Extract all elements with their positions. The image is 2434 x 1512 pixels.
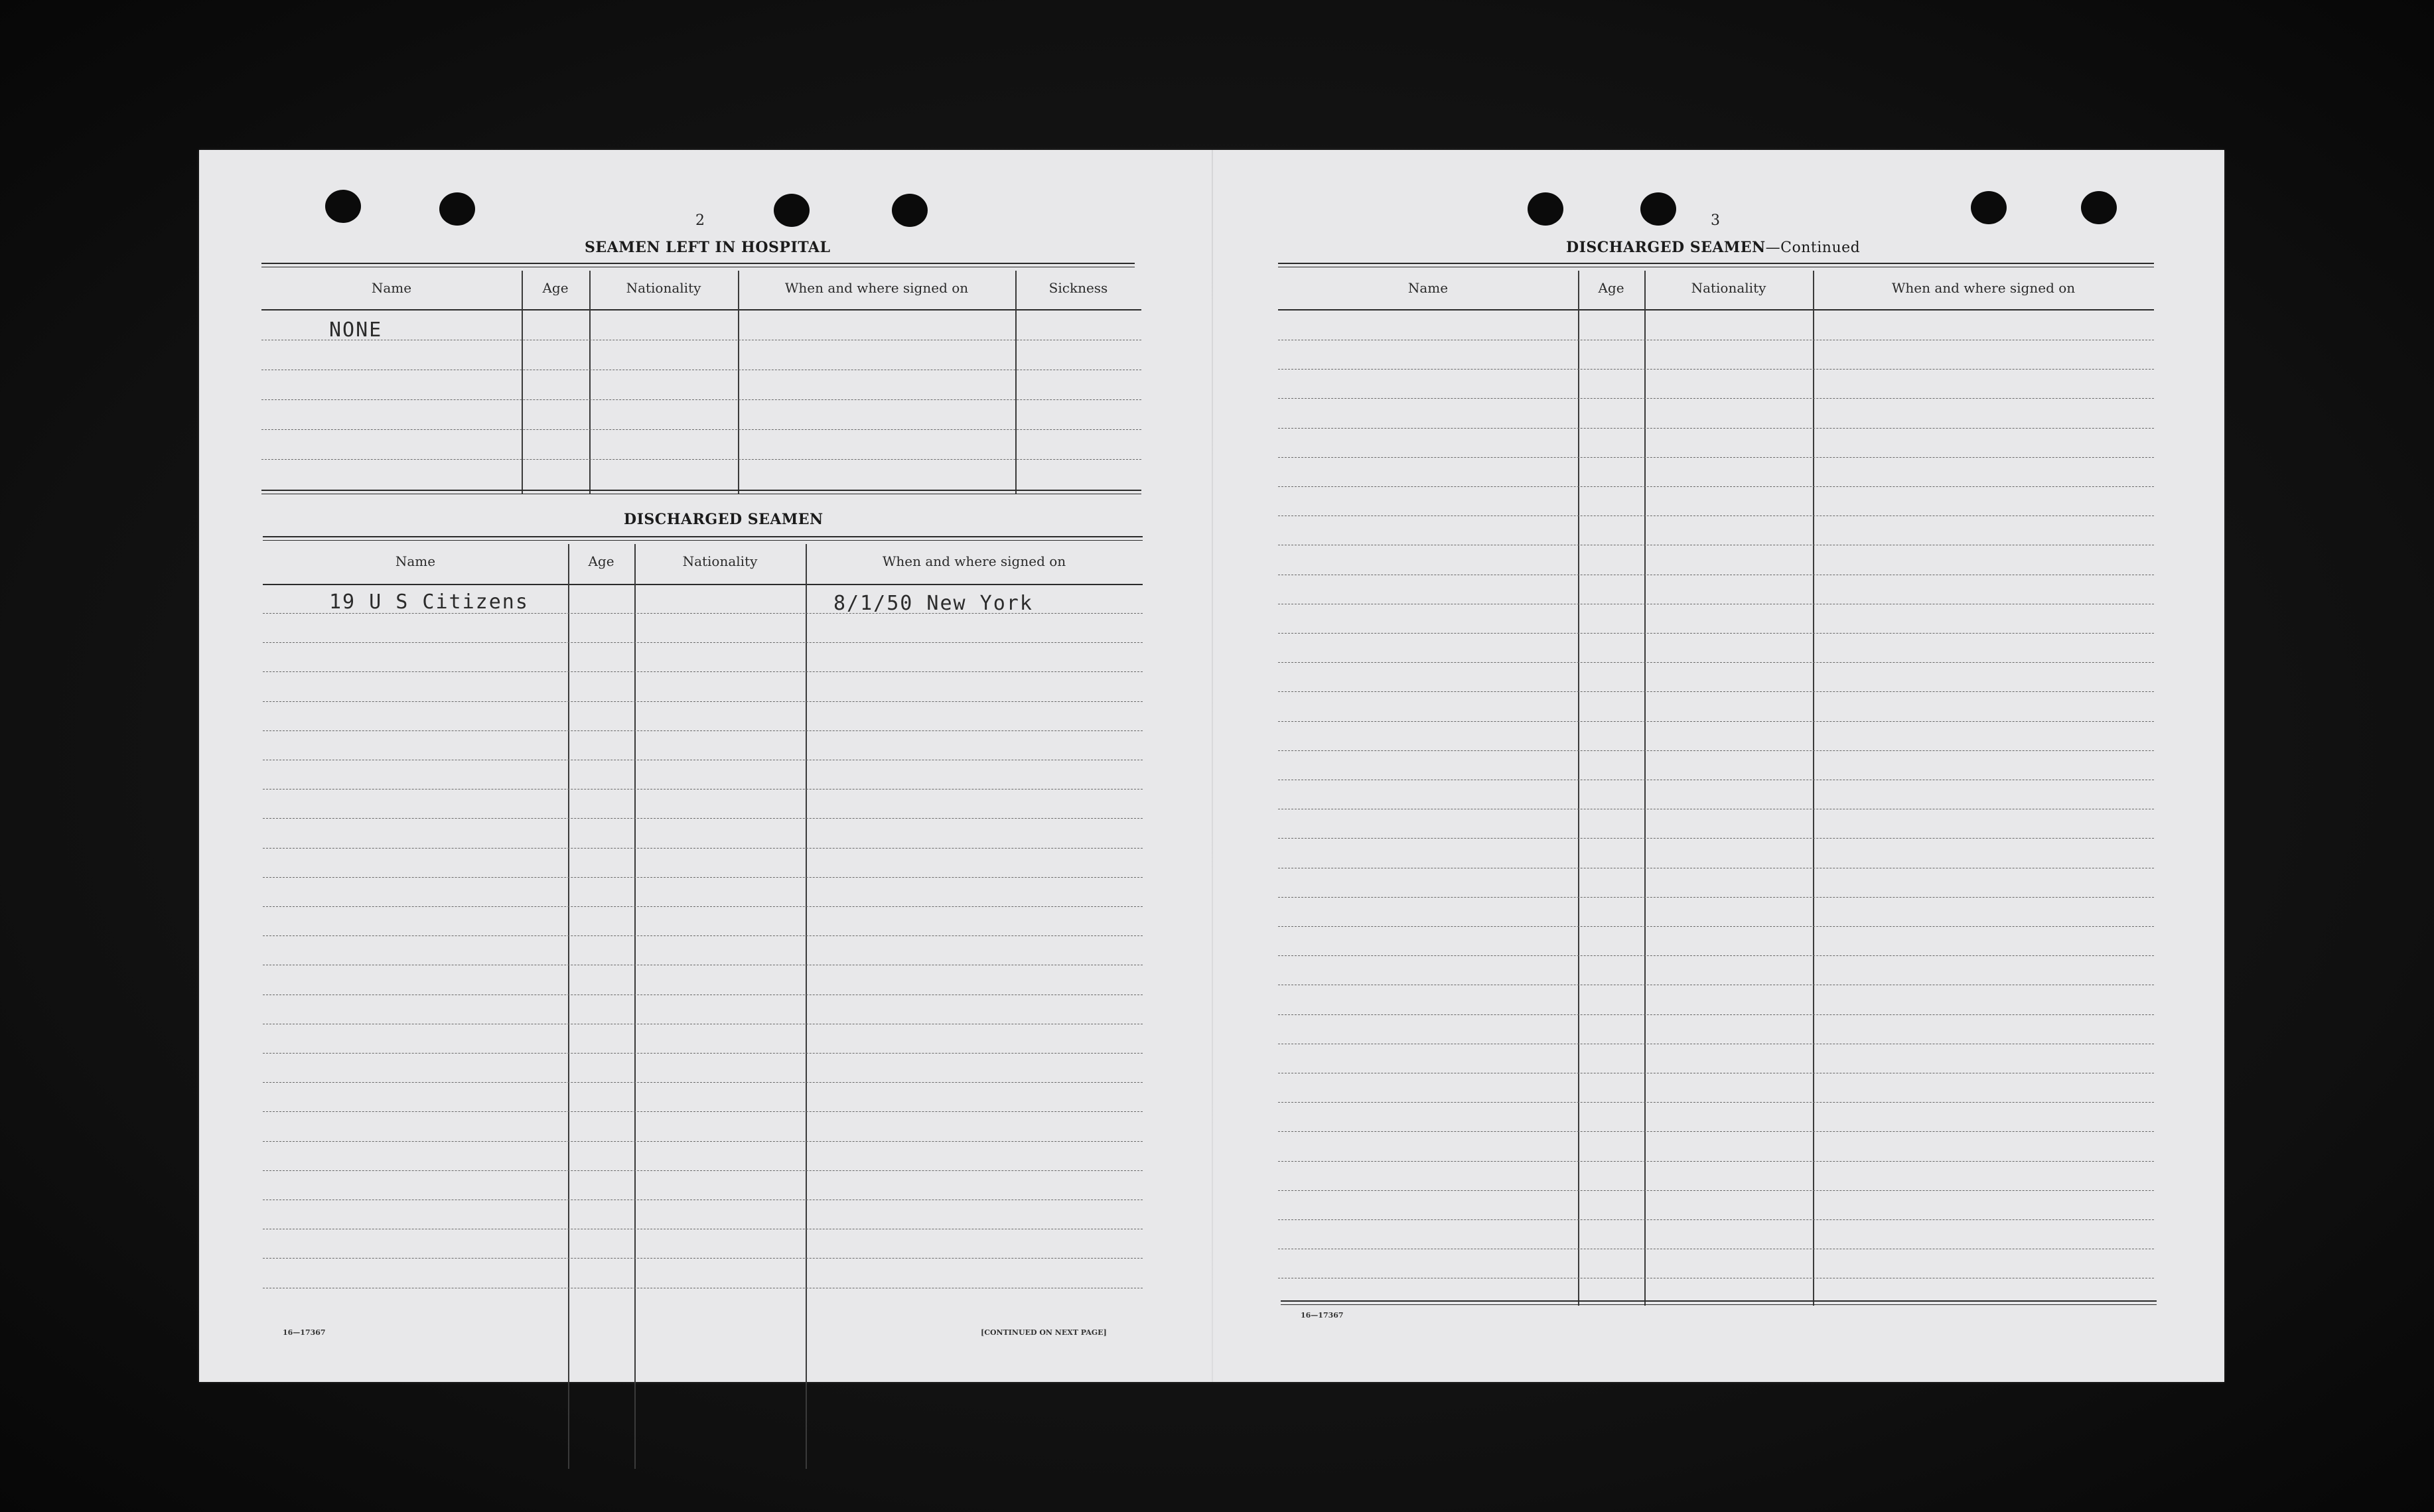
ruled-line	[263, 1053, 1143, 1054]
right-title-suffix: —Continued	[1765, 240, 1861, 256]
ruled-line	[1278, 691, 2154, 692]
form-number-left: 16—17367	[283, 1328, 326, 1337]
ruled-line	[1278, 486, 2154, 487]
punch-hole	[325, 190, 361, 223]
ruled-line	[263, 935, 1143, 936]
ruled-line	[261, 459, 1141, 460]
discharged-col-nationality: Nationality	[682, 553, 758, 569]
ruled-line	[1278, 1102, 2154, 1103]
ruled-line	[263, 818, 1143, 819]
hospital-col-divider	[589, 271, 591, 494]
hospital-col-name: Name	[371, 280, 412, 296]
ruled-line	[263, 789, 1143, 790]
hospital-col-divider	[1015, 271, 1017, 494]
ruled-line	[263, 1258, 1143, 1259]
document-sheet	[199, 150, 2224, 1382]
ruled-line	[1278, 955, 2154, 956]
page-number-left: 2	[695, 212, 705, 229]
ruled-line	[1278, 369, 2154, 370]
discharged-col-divider	[568, 544, 569, 1469]
ruled-line	[263, 906, 1143, 907]
ruled-line	[263, 848, 1143, 849]
hospital-col-signed-on: When and where signed on	[784, 280, 969, 296]
right-col-signed-on: When and where signed on	[1891, 280, 2076, 296]
right-top-rule	[1278, 263, 2154, 267]
right-header-rule	[1278, 309, 2154, 310]
hospital-col-divider	[522, 271, 523, 494]
page-number-right: 3	[1711, 212, 1720, 229]
ruled-line	[1278, 897, 2154, 898]
ruled-line	[263, 1111, 1143, 1112]
right-col-nationality: Nationality	[1691, 280, 1766, 296]
discharged-header-rule	[263, 584, 1143, 585]
hospital-col-sickness: Sickness	[1048, 280, 1108, 296]
ruled-line	[1278, 721, 2154, 722]
discharged-col-signed-on: When and where signed on	[882, 553, 1066, 569]
right-section-title	[1566, 239, 1860, 256]
ruled-line	[263, 877, 1143, 878]
ruled-line	[1278, 1190, 2154, 1191]
ruled-line	[1278, 1219, 2154, 1220]
punch-hole	[1528, 192, 1563, 226]
ruled-line	[1278, 398, 2154, 399]
hospital-col-age: Age	[542, 280, 569, 296]
hospital-bottom-rule	[261, 490, 1141, 494]
right-col-divider	[1578, 271, 1579, 1306]
ruled-line	[263, 730, 1143, 731]
hospital-header-rule	[261, 309, 1141, 310]
ruled-line	[263, 671, 1143, 672]
right-col-divider	[1644, 271, 1646, 1306]
ruled-line	[1278, 1131, 2154, 1132]
hospital-col-divider	[738, 271, 739, 494]
ruled-line	[263, 1141, 1143, 1142]
continued-note: [CONTINUED ON NEXT PAGE]	[981, 1328, 1107, 1337]
ruled-line	[1278, 838, 2154, 839]
discharged-top-rule	[263, 536, 1143, 541]
punch-hole	[1971, 191, 2007, 224]
hospital-section-title: SEAMEN LEFT IN HOSPITAL	[585, 239, 831, 256]
right-bottom-rule	[1281, 1300, 2157, 1305]
hospital-top-rule	[261, 263, 1135, 267]
hospital-col-nationality: Nationality	[626, 280, 701, 296]
ruled-line	[1278, 662, 2154, 663]
ruled-line	[261, 399, 1141, 400]
ruled-line	[263, 701, 1143, 702]
ruled-line	[1278, 457, 2154, 458]
hospital-entry-name: NONE	[329, 318, 383, 342]
ruled-line	[1278, 515, 2154, 516]
punch-hole	[2081, 191, 2117, 224]
discharged-col-name: Name	[395, 553, 436, 569]
right-title-main: DISCHARGED SEAMEN	[1566, 239, 1766, 256]
ruled-line	[263, 1082, 1143, 1083]
ruled-line	[1278, 926, 2154, 927]
ruled-line	[261, 429, 1141, 430]
right-col-name: Name	[1407, 280, 1449, 296]
right-col-age: Age	[1598, 280, 1624, 296]
discharged-col-age: Age	[588, 553, 614, 569]
discharged-entry-signed-on: 8/1/50 New York	[833, 592, 1033, 615]
ruled-line	[263, 642, 1143, 643]
punch-hole	[892, 194, 928, 227]
discharged-entry-name: 19 U S Citizens	[329, 590, 529, 614]
ruled-line	[1278, 1014, 2154, 1015]
punch-hole	[774, 194, 810, 227]
center-fold	[1212, 150, 1213, 1382]
ruled-line	[263, 1170, 1143, 1171]
form-number-right: 16—17367	[1301, 1311, 1344, 1320]
discharged-col-divider	[806, 544, 807, 1469]
ruled-line	[1278, 428, 2154, 429]
discharged-col-divider	[634, 544, 636, 1469]
discharged-section-title: DISCHARGED SEAMEN	[624, 511, 823, 528]
ruled-line	[1278, 1161, 2154, 1162]
punch-hole	[1640, 192, 1676, 226]
ruled-line	[1278, 750, 2154, 751]
punch-hole	[439, 192, 475, 226]
right-col-divider	[1813, 271, 1814, 1306]
ruled-line	[1278, 633, 2154, 634]
